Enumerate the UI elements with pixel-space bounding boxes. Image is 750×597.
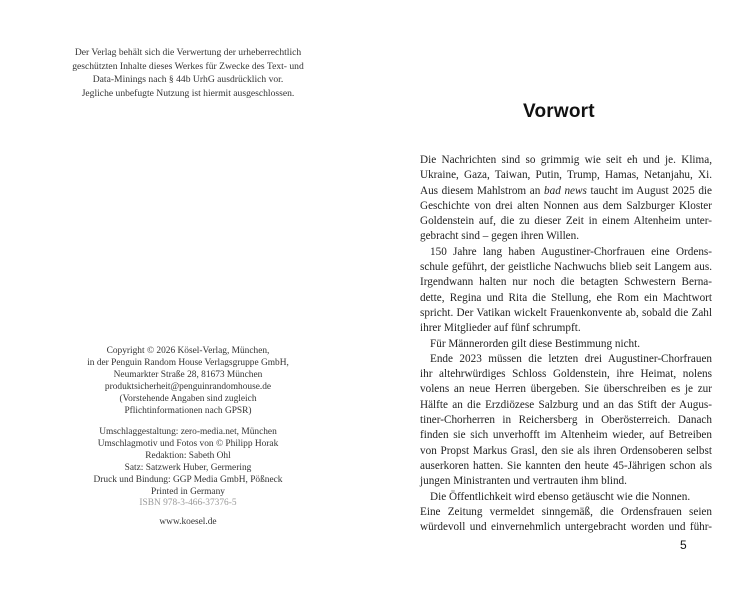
imprint-line: Neumarkter Straße 28, 81673 München: [113, 369, 263, 380]
right-page: [375, 0, 750, 597]
imprint-line: in der Penguin Random House Verlagsgruppe GmbH,: [87, 357, 289, 368]
notice-line: Der Verlag behält sich die Verwertung der urheberrechtlich: [74, 47, 302, 58]
imprint-line: Copyright © 2026 Kösel-Verlag, München,: [106, 346, 270, 356]
credits-line: Satz: Satzwerk Huber, Germering: [124, 462, 252, 473]
text-line: Hälfte an die Erzdiözese Salzburg und an das Stift der Augus-: [420, 398, 712, 411]
notice-line: Data-Minings nach § 44b UrhG ausdrücklich vor.: [92, 74, 284, 86]
text-line: Goldenstein auf, die zu dieser Zeit in einem Altenheim unter-: [420, 215, 712, 228]
credits-line: Umschlagmotiv und Fotos von © Philipp Horak: [97, 438, 279, 449]
text-line: volens an neue Herren übergeben. Sie überschreiben es je zur: [420, 383, 712, 396]
text-line: gebracht sind – gegen ihren Willen.: [420, 230, 580, 243]
publisher-website: www.koesel.de: [159, 517, 217, 527]
credits-line: Druck und Bindung: GGP Media GmbH, Pößneck: [93, 474, 283, 485]
text-line: finden sie sich unverhofft im Altenheim wieder, auf Betreiben: [420, 429, 712, 442]
credits-line: Printed in Germany: [151, 486, 225, 497]
text-line: ihrer Mitglieder auf fünf schrumpft.: [420, 322, 581, 335]
text-line: schule geführt, der geistliche Nachwuchs blieb seit Langem aus.: [420, 261, 712, 274]
imprint-line: (Vorstehende Angaben sind zugleich: [119, 393, 257, 404]
notice-line: Jegliche unbefugte Nutzung ist hiermit ausgeschlossen.: [81, 87, 295, 99]
text-line: tiner-Chorherren in Reichersberg in Oberösterreich. Danach: [420, 414, 712, 427]
text-line: Die Öffentlichkeit wird ebenso getäuscht wie die Nonnen.: [430, 490, 691, 503]
text-line: Irgendwann halten nur noch die betagten Schwestern Berna-: [420, 276, 712, 289]
text-line: Ende 2023 müssen die letzten drei Augustiner-Chorfrauen: [430, 352, 712, 365]
text-line: würdevoll und einvernehmlich untergebracht worden und führ-: [420, 521, 712, 534]
credits-line: Redaktion: Sabeth Ohl: [145, 450, 231, 461]
credits-line: Umschlaggestaltung: zero-media.net, München: [99, 427, 277, 437]
text-line: Für Männerorden gilt diese Bestimmung nicht.: [430, 337, 641, 350]
credits-block: [38, 427, 338, 510]
text-line: Die Nachrichten sind so grimmig wie seit eh und je. Klima,: [420, 154, 712, 166]
text-line: dette, Regina und Rita die Stellung, ehe Rom ein Machtwort: [420, 291, 712, 304]
text-line: Geschichte von drei alten Nonnen aus dem Salzburger Kloster: [420, 199, 712, 212]
text-line: von Propst Markus Grasl, den sie als ihren Ordensoberen selbst: [420, 444, 712, 457]
credits-line: ISBN 978-3-466-37376-5: [139, 498, 237, 509]
imprint-line: Pflichtinformationen nach GPSR): [124, 405, 252, 416]
text-line: ihr altehrwürdiges Schloss Goldenstein, ihre Heimat, nolens: [420, 368, 712, 381]
copyright-notice: [38, 46, 338, 100]
body-text: [420, 153, 712, 535]
text-line: spricht. Der Vatikan wickelt Frauenkonvente ab, sobald die Zahl: [420, 306, 712, 319]
text-line: auserkoren hatten. Sie kannten den heute 45-Jährigen schon als: [420, 459, 712, 472]
imprint-block: [38, 346, 338, 417]
text-line: Aus diesem Mahlstrom an bad news taucht im August 2025 die: [420, 184, 712, 197]
text-line: Eine Zeitung vermeldet sinngemäß, die Ordensfrauen seien: [420, 505, 712, 518]
page-number: 5: [680, 538, 687, 552]
notice-line: geschützten Inhalte dieses Werkes für Zwecke des Text- und: [72, 60, 304, 72]
text-line: 150 Jahre lang haben Augustiner-Chorfrauen eine Ordens-: [430, 245, 712, 258]
text-line: jungen Ministranten und vertrauten ihm blind.: [420, 475, 627, 488]
text-line: Ukraine, Gaza, Taiwan, Putin, Trump, Hamas, Netanjahu, Xi.: [420, 169, 712, 182]
chapter-title: Vorwort: [523, 101, 595, 122]
imprint-line: produktsicherheit@penguinrandomhouse.de: [104, 381, 272, 392]
